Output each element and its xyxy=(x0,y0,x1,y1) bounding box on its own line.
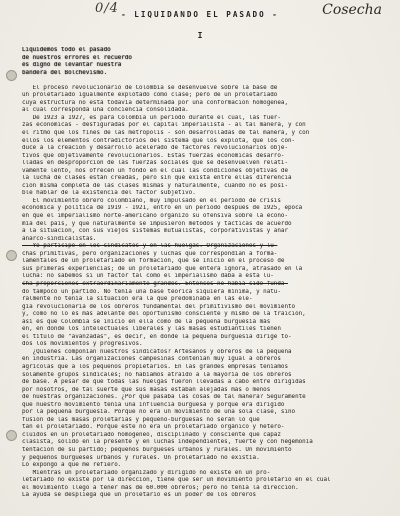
text-line: y, como no lo es más adelante del oportunismo consciente y mismo de la traición, xyxy=(22,311,306,318)
punch-hole-icon xyxy=(6,70,17,81)
text-line: al cual corresponda una conciencia consolidada. xyxy=(22,107,189,114)
handwritten-annotation: 0/4 xyxy=(95,1,119,16)
text-line: ¿Quiénes componían nuestros sindicatos? Artesanos y obreros de la pequeña xyxy=(22,348,292,355)
punch-hole-icon xyxy=(6,250,17,261)
text-line: El proceso revolucionario de Colombia se desenvuelve sobre la base de xyxy=(22,84,278,91)
text-line: Liquidemos todo el pasado xyxy=(22,47,111,53)
punch-hole-icon xyxy=(6,430,17,441)
text-line: de nuestros errores el recuerdo xyxy=(22,54,132,61)
text-line: que nuestro movimiento tenía una influencia burguesa y porque era dirigido xyxy=(22,401,285,408)
text-line: de nuestras organizaciones. ¿Por qué pasaba las cosas de tal manera? Seguramente xyxy=(22,394,306,401)
section-number: I xyxy=(197,31,203,40)
text-line: bandera del Bolchevismo. xyxy=(22,69,108,76)
text-line: Mientras un proletariado organizado y dirigido no existe en un pro- xyxy=(22,469,271,476)
text-line: clasista, sólido en la presente y en luchas independientes, fuerte y con hegemonía xyxy=(22,439,313,446)
typewritten-body xyxy=(22,47,396,500)
text-line: lucha: no sabemos si un factor tal como el imperialismo daba a esta lu- xyxy=(22,273,274,280)
text-line: cuya estructura no está todavía determinada por una conformación homogénea, xyxy=(22,99,288,106)
text-line: La ayuda se despliega que un proletario es un poder de los obreros xyxy=(22,492,257,499)
text-line: dos los movimientos y progresivos. xyxy=(22,341,143,348)
text-line: la lucha de clases están creadas, pero sin que exista entre ellas diferencia xyxy=(22,175,292,182)
text-line: el movimiento llegó a tener más de 60.000 obreros; pero no tenía la dirección. xyxy=(22,484,299,491)
text-line: tivos que objetivamente revolucionarios. Estas fuerzas económicas desarro- xyxy=(22,152,285,159)
text-line: tan el proletariado. Porque este no era un proletariado orgánico y hetero- xyxy=(22,424,285,431)
text-line: mía del país, y que naturalmente se impusieron métodos y tácticas de acuerdo xyxy=(22,220,292,227)
handwritten-corner-annotation: Cosecha xyxy=(322,2,382,18)
text-line: lamentales de un proletariado en formación, que se inició en el proceso de xyxy=(22,258,285,265)
text-line: cluidos en un proletariado homogéneo, disciplinado y consciente que capaz xyxy=(22,431,281,438)
text-line: el título de "avanzadas", es decir, en donde la pequeña burguesía dirige to- xyxy=(22,333,292,340)
text-line: chas primitivas, pero organizaciones y luchas que correspondían a forma- xyxy=(22,250,278,257)
text-line: y pequeños burgueses urbanos y rurales. Un proletariado no existía. xyxy=(22,454,260,461)
text-line: letariado no existe por la dirección, tiene que ser un movimiento proletario en el cual xyxy=(22,477,331,484)
text-line: solamente grupos sindicales; no habíamos atraído a la mayoría de los obreros xyxy=(22,371,292,378)
text-line: de base. A pesar de que todas las huelgas fueron llevadas a cabo entre dirigidas xyxy=(22,379,306,386)
text-line: Yo participé en los sindicatos y en las huelgas. Organizaciones y lu- xyxy=(22,243,278,250)
text-line: zas económicas - desfiguradas por el capital imperialista - al tal manera, y con xyxy=(22,122,306,129)
text-line: en industria. Las organizaciones campesinas contenían muy igual a obreros xyxy=(22,356,281,363)
text-line: gía revolucionaria de los obreros fundamental del primitivismo del movimiento xyxy=(22,303,296,310)
document-title: - LIQUIDANDO EL PASADO - xyxy=(121,10,279,19)
text-line: es digno de levantar nuestra xyxy=(22,62,122,69)
text-line: ble hablar de la existencia del factor subjetivo. xyxy=(22,190,196,197)
text-line: por la pequeña burguesía. Porque no era un movimiento de una sola clase, sino xyxy=(22,409,296,416)
text-line: ción misma completa de las clases mismas y naturalmente, cuando no es posi- xyxy=(22,182,288,189)
text-line: ellos los elementos contradictorios del sistema que los explota, que los con- xyxy=(22,137,296,144)
text-line: De 1923 a 1927, es para Colombia un período durante el cual, las fuer- xyxy=(22,114,281,121)
text-line: por nosotros, de tal suerte que sus masas estaban alejadas más o menos xyxy=(22,386,271,393)
text-line: así es que Colombia se inició en ella como de la pequeña burguesía más xyxy=(22,318,271,325)
text-line: el ritmo que los fines de las metrópolis - son desarrolladas de tal manera, y con xyxy=(22,130,310,137)
text-line xyxy=(22,77,396,85)
text-line: do tampoco un partido. No tenía una base teórica siquiera mínima, y natu- xyxy=(22,288,281,295)
text-line: Lo expongo a que me refiero. xyxy=(22,462,122,469)
text-line: duce a la creación y desarrollo acelerado de factores revolucionarios obje- xyxy=(22,145,288,152)
text-line: fusión de las masas proletarias y pequeño-burguesas no serán lo que xyxy=(22,416,260,423)
text-line: vamente lento, nos ofrecen un fondo en el cual las condiciones objetivas de xyxy=(22,167,288,174)
text-line: ralmente no tenía la situación era la que predominaba en las ele- xyxy=(22,296,253,303)
text-line: tentación de su partido; pequeños burgueses urbanos y rurales. Un movimiento xyxy=(22,446,292,453)
text-line: sus primeras experiencias; de un proletariado que entera ignora, atrasado en la xyxy=(22,265,303,272)
text-line: cha proporciones extraordinariamente grandes. Entonces no había sido funda- xyxy=(22,280,288,287)
text-line: lladas en desproporción de las fuerzas sociales que se desenvuelven relati- xyxy=(22,160,288,167)
text-line: en que el imperialismo norte-americano organizó su ofensiva sobre la econo- xyxy=(22,213,288,220)
text-line: agrícolas que a los pequeños propietarios. En las grandes empresas teníamos xyxy=(22,363,288,370)
text-line: económica y política de 1919 - 1921, entró en un período después de 1925, época xyxy=(22,205,303,212)
text-line: a la situación, con sus viejos sistemas mutualistas, corporativistas y anar xyxy=(22,228,288,235)
text-line: en, en donde los intelectuales liberales y las masas estudiantiles tienen xyxy=(22,326,281,333)
text-line: El movimiento obrero colombiano, muy impulsado en el período de crisis xyxy=(22,197,281,204)
text-line: un proletariado igualmente explotado como clase; pero de un proletariado xyxy=(22,92,278,99)
text-line: anarco-sindicalistas. xyxy=(22,235,97,242)
